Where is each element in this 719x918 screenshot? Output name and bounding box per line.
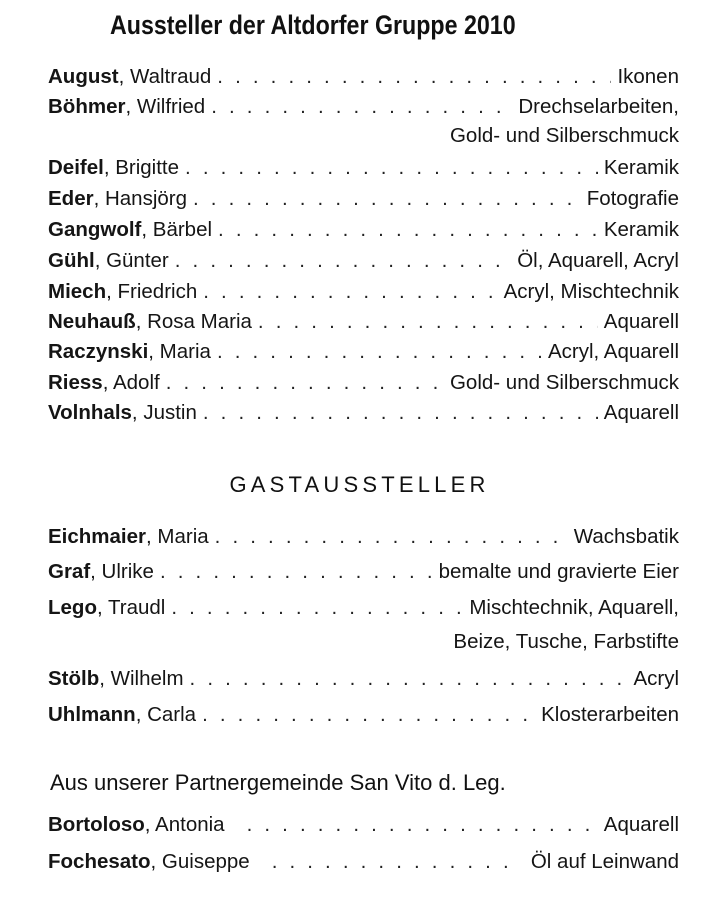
guest-entry — [48, 593, 679, 623]
member-surname: Gangwolf — [48, 218, 142, 241]
partner-craft: Öl auf Leinwand — [530, 850, 679, 873]
dot-leader — [217, 62, 611, 92]
member-craft: Gold- und Silberschmuck — [449, 371, 679, 394]
guest-craft: Acryl — [633, 667, 679, 690]
guest-entry — [48, 557, 679, 587]
member-craft: Keramik — [603, 156, 679, 179]
member-given-name: , Waltraud — [118, 65, 212, 88]
dot-leader — [166, 368, 444, 398]
member-craft: Keramik — [603, 218, 679, 241]
guest-entry — [48, 700, 679, 730]
member-surname: Deifel — [48, 156, 104, 179]
member-surname: Böhmer — [48, 95, 126, 118]
guest-craft: Mischtechnik, Aquarell, — [469, 596, 679, 619]
member-given-name: , Günter — [94, 249, 169, 272]
member-entry — [48, 246, 679, 276]
member-surname: Neuhauß — [48, 310, 136, 333]
dot-leader — [175, 246, 511, 276]
guest-entry — [48, 522, 679, 552]
member-given-name: , Friedrich — [106, 280, 198, 303]
guest-craft: bemalte und gravierte Eier — [438, 560, 679, 583]
member-craft: Aquarell — [603, 401, 679, 424]
dot-leader — [185, 153, 598, 183]
guest-given-name: , Traudl — [96, 596, 166, 619]
guest-surname: Eichmaier — [48, 525, 146, 548]
member-given-name: , Wilfried — [125, 95, 206, 118]
member-given-name: , Hansjörg — [93, 187, 188, 210]
member-entry — [48, 277, 679, 307]
guest-craft: Wachsbatik — [573, 525, 679, 548]
member-entry — [48, 337, 679, 367]
member-craft: Öl, Aquarell, Acryl — [517, 249, 679, 272]
dot-leader — [203, 277, 497, 307]
member-entry — [48, 215, 679, 245]
member-given-name: , Brigitte — [103, 156, 180, 179]
member-given-name: , Rosa Maria — [135, 310, 252, 333]
guest-craft: Klosterarbeiten — [541, 703, 679, 726]
member-given-name: , Maria — [148, 340, 211, 363]
dot-leader — [160, 557, 433, 587]
member-craft: Acryl, Aquarell — [547, 340, 679, 363]
member-entry — [48, 62, 679, 92]
partner-surname: Bortoloso — [48, 813, 145, 836]
dot-leader — [215, 522, 568, 552]
member-surname: Eder — [48, 187, 94, 210]
partner-surname: Fochesato — [48, 850, 151, 873]
partner-given-name: , Antonia — [144, 813, 225, 836]
member-craft: Drechselarbeiten, — [518, 95, 679, 118]
member-craft-continuation: Gold- und Silberschmuck — [449, 124, 679, 147]
member-craft: Ikonen — [617, 65, 679, 88]
guest-entry — [48, 664, 679, 694]
dot-leader — [272, 847, 513, 877]
member-entry — [48, 92, 679, 122]
dot-leader — [193, 184, 581, 214]
member-surname: Miech — [48, 280, 107, 303]
dot-leader — [202, 700, 535, 730]
guest-surname: Stölb — [48, 667, 100, 690]
dot-leader — [203, 398, 598, 428]
partner-heading: Aus unserer Partnergemeinde San Vito d. Leg. — [50, 770, 506, 795]
guest-surname: Uhlmann — [48, 703, 136, 726]
partner-entry — [48, 847, 679, 877]
member-surname: Gühl — [48, 249, 95, 272]
member-surname: August — [48, 65, 119, 88]
member-given-name: , Justin — [131, 401, 197, 424]
dot-leader — [211, 92, 512, 122]
document-title: Aussteller der Altdorfer Gruppe 2010 — [110, 10, 516, 40]
member-craft: Aquarell — [603, 310, 679, 333]
guest-given-name: , Wilhelm — [99, 667, 184, 690]
member-entry — [48, 398, 679, 428]
member-entry — [48, 307, 679, 337]
member-given-name: , Bärbel — [141, 218, 213, 241]
member-craft: Acryl, Mischtechnik — [503, 280, 679, 303]
guest-surname: Lego — [48, 596, 97, 619]
member-surname: Raczynski — [48, 340, 149, 363]
dot-leader — [190, 664, 628, 694]
member-craft: Fotografie — [586, 187, 679, 210]
member-entry — [48, 184, 679, 214]
guests-heading: GASTAUSSTELLER — [229, 472, 490, 497]
guest-given-name: , Ulrike — [90, 560, 154, 583]
member-given-name: , Adolf — [102, 371, 160, 394]
partner-given-name: , Guiseppe — [150, 850, 250, 873]
dot-leader — [217, 337, 542, 367]
dot-leader — [258, 307, 598, 337]
guest-given-name: , Maria — [146, 525, 209, 548]
guest-craft-continuation: Beize, Tusche, Farbstifte — [453, 630, 679, 653]
guest-surname: Graf — [48, 560, 91, 583]
dot-leader — [171, 593, 463, 623]
dot-leader — [247, 810, 598, 840]
member-entry — [48, 368, 679, 398]
member-surname: Volnhals — [48, 401, 132, 424]
partner-craft: Aquarell — [603, 813, 679, 836]
partner-entry — [48, 810, 679, 840]
dot-leader — [218, 215, 598, 245]
member-entry — [48, 153, 679, 183]
guest-given-name: , Carla — [135, 703, 197, 726]
member-surname: Riess — [48, 371, 103, 394]
